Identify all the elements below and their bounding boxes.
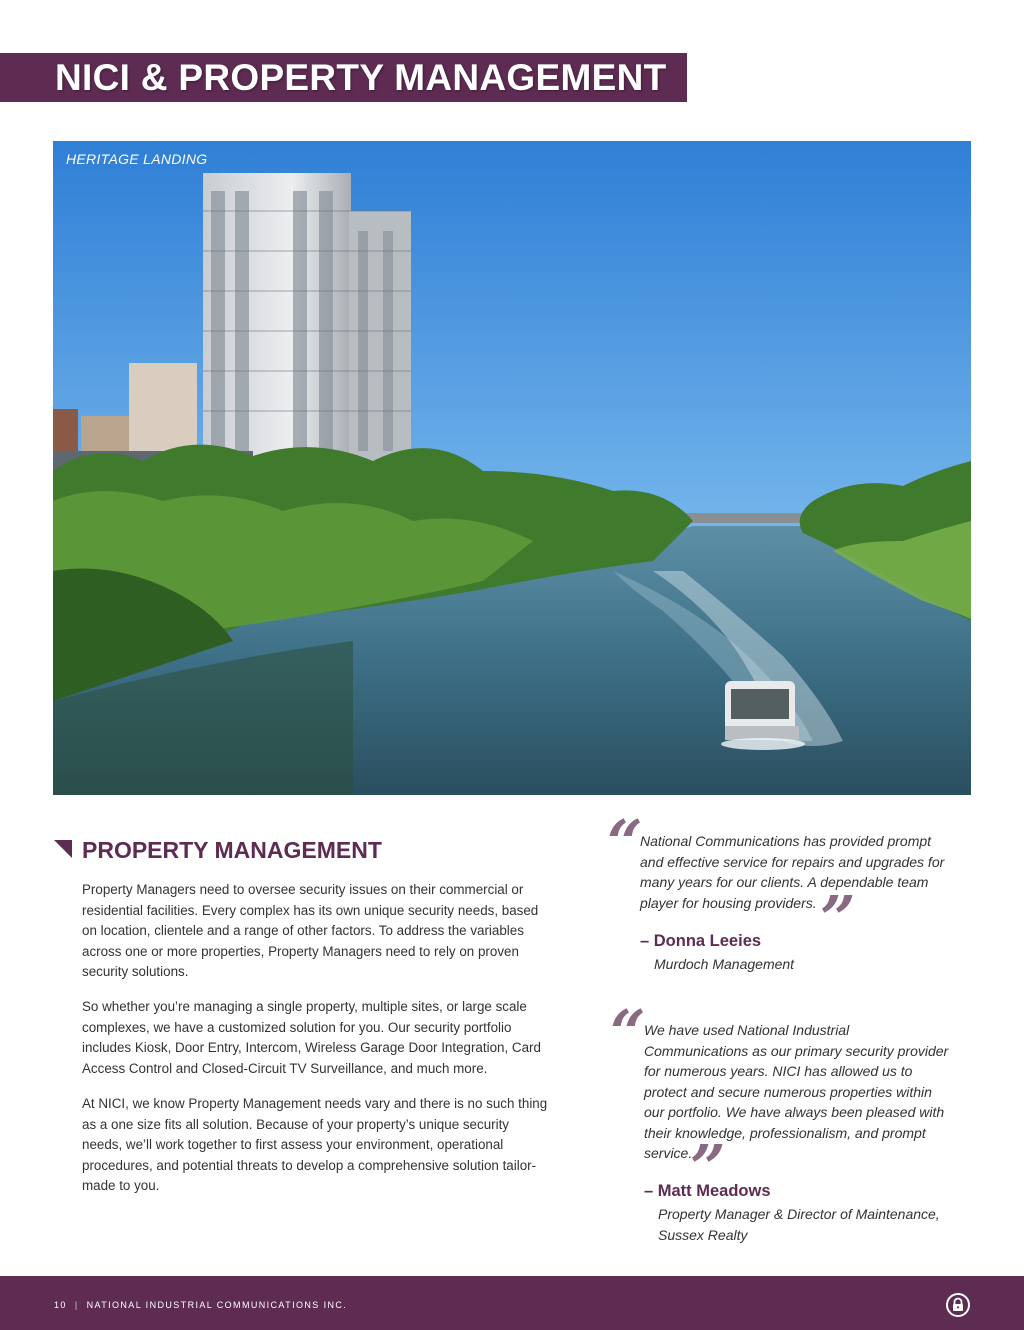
- org-line: Sussex Realty: [658, 1226, 748, 1243]
- quote-line: our portfolio. We have always been pleased with: [644, 1104, 945, 1120]
- org-line: Murdoch Management: [654, 956, 795, 972]
- quote-line: Communications as our primary security provider: [644, 1042, 949, 1059]
- quote-line: for numerous years. NICI has allowed us to: [644, 1063, 913, 1079]
- quote-line: We have used National Industrial: [644, 1022, 850, 1038]
- testimonial-1-organization: [654, 954, 794, 975]
- quote-line: service.: [644, 1145, 693, 1161]
- pontoon-boat-illustration: [721, 681, 805, 750]
- open-quote-icon: “: [607, 806, 643, 879]
- quote-line: their knowledge, professionalism, and prompt: [644, 1124, 926, 1141]
- page-title: NICI & PROPERTY MANAGEMENT: [55, 57, 667, 98]
- footer-text: [54, 1300, 347, 1310]
- river-scene-illustration: [53, 141, 971, 795]
- testimonial-1-author: – Donna Leeies: [640, 932, 762, 950]
- body-paragraph-2: So whether you’re managing a single property, multiple sites, or large scale complexes, we have a customized solution for you. Our security portfolio includes Kiosk, Door Entry, Intercom, Wireless Garage Door Integration, Card Access Control and Closed-Circuit TV Surveillance, and much more.: [82, 999, 541, 1076]
- quote-line: and effective service for repairs and upgrades for: [640, 853, 945, 870]
- testimonial-2-author: – Matt Meadows: [644, 1182, 771, 1200]
- quote-line: player for housing providers.: [640, 894, 817, 911]
- testimonial-2-organization: [658, 1204, 940, 1245]
- open-quote-icon: “: [610, 996, 646, 1069]
- quote-line: many years for our clients. A dependable team: [640, 874, 929, 890]
- section-title: PROPERTY MANAGEMENT: [82, 837, 382, 863]
- lock-icon: [946, 1293, 970, 1317]
- quote-line: protect and secure numerous properties within: [644, 1083, 932, 1100]
- footer-separator: |: [74, 1300, 79, 1310]
- body-paragraph-1: Property Managers need to oversee security issues on their commercial or residential facilities. Every complex has its own unique security needs, based on location, clientele and a range of other factors. To address the variables across one or more properties, Property Managers need to rely on proven security solutions.: [82, 882, 539, 979]
- page-number: 10: [54, 1300, 67, 1310]
- body-paragraph-3: At NICI, we know Property Management needs vary and there is no such thing as a one size fits all solution. Because of your property’s unique security needs, we’ll work together to first assess your environment, operational procedures, and potential threats to develop a comprehensive solution tailor-made to you.: [82, 1096, 548, 1193]
- org-line: Property Manager & Director of Maintenance,: [658, 1206, 940, 1222]
- footer-company: NATIONAL INDUSTRIAL COMMUNICATIONS INC.: [86, 1300, 348, 1310]
- testimonial-1-quote: [640, 831, 944, 913]
- quote-line: National Communications has provided prompt: [640, 833, 932, 849]
- section-triangle-icon: [54, 840, 72, 858]
- photo-caption: HERITAGE LANDING: [66, 151, 208, 167]
- page-footer: [0, 1276, 1024, 1330]
- title-banner: [0, 53, 687, 102]
- close-quote-icon: ”: [690, 1131, 726, 1204]
- close-quote-icon: ”: [820, 882, 856, 955]
- hero-photo: [53, 141, 971, 795]
